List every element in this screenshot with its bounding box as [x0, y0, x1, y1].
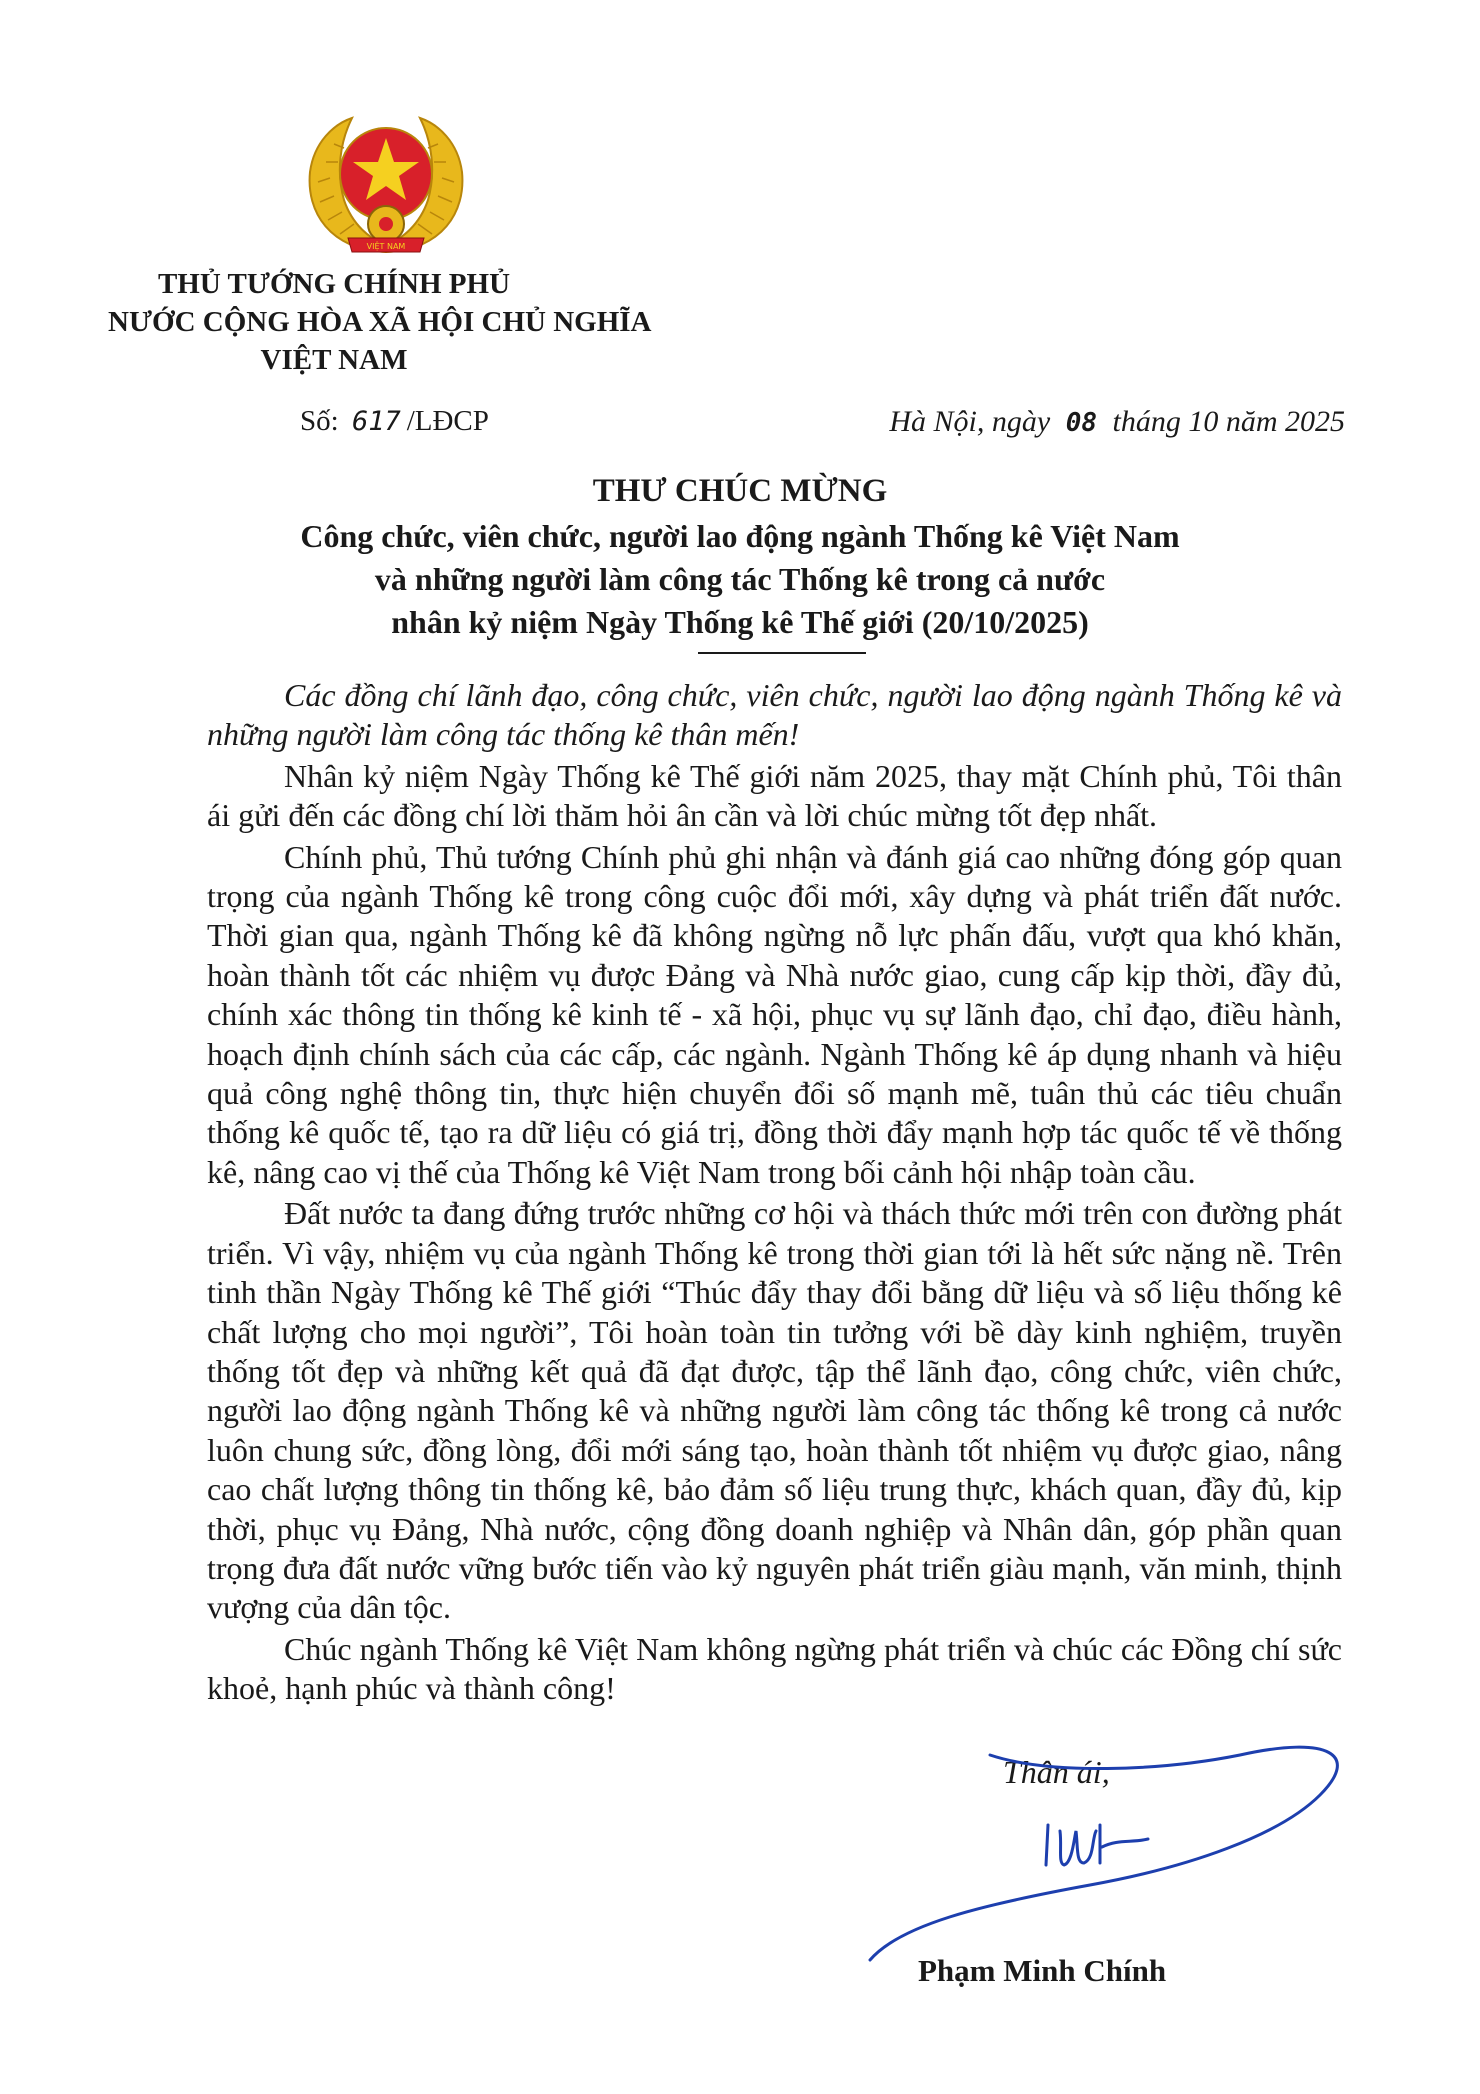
issuer-line: VIỆT NAM [260, 344, 408, 376]
title-divider [698, 652, 866, 654]
letter-title-main: THƯ CHÚC MỪNG [592, 473, 888, 509]
document-number-label: Số: [300, 405, 339, 437]
date-day: 08 [1065, 408, 1097, 438]
letter-title-line: Công chức, viên chức, người lao động ngành Thống kê Việt Nam [300, 518, 1180, 554]
body-paragraph: Chúc ngành Thống kê Việt Nam không ngừng phát triển và chúc các Đồng chí sức khoẻ, hạnh phúc và thành công! [207, 1630, 1342, 1707]
place-and-date [889, 405, 1345, 439]
letter-title-line: và những người làm công tác Thống kê trong cả nước [374, 561, 1106, 597]
letter-title-line: nhân kỷ niệm Ngày Thống kê Thế giới (20/10/2025) [391, 604, 1089, 640]
emblem-ribbon-text: VIỆT NAM [366, 242, 406, 251]
signer-name: Phạm Minh Chính [918, 1953, 1167, 1988]
salutation: Các đồng chí lãnh đạo, công chức, viên chức, người lao động ngành Thống kê và những người làm công tác thống kê thân mến! [207, 677, 1342, 753]
body-paragraph: Chính phủ, Thủ tướng Chính phủ ghi nhận và đánh giá cao những đóng góp quan trọng của ngành Thống kê trong công cuộc đổi mới, xây dựng và phát triển đất nước. Thời gian qua, ngành Thống kê đã không ngừng nỗ lực phấn đấu, vượt qua khó khăn, hoàn thành tốt các nhiệm vụ được Đảng và Nhà nước giao, cung cấp kịp thời, đầy đủ, chính xác thông tin thống kê kinh tế - xã hội, phục vụ sự lãnh đạo, chỉ đạo, điều hành, hoạch định chính sách của các cấp, các ngành. Ngành Thống kê áp dụng nhanh và hiệu quả công nghệ thông tin, thực hiện chuyển đổi số mạnh mẽ, tuân thủ các tiêu chuẩn thống kê quốc tế, tạo ra dữ liệu có giá trị, đồng thời đẩy mạnh hợp tác quốc tế về thống kê, nâng cao vị thế của Thống kê Việt Nam trong bối cảnh hội nhập toàn cầu. [207, 838, 1342, 1190]
body-paragraph: Nhân kỷ niệm Ngày Thống kê Thế giới năm 2025, thay mặt Chính phủ, Tôi thân ái gửi đến các đồng chí lời thăm hỏi ân cần và lời chúc mừng tốt đẹp nhất. [207, 757, 1342, 834]
signature-icon [860, 1735, 1380, 1965]
issuer-block [108, 265, 652, 379]
letter-title [180, 470, 1300, 644]
document-number-value: 617 [351, 406, 401, 437]
body-paragraph: Đất nước ta đang đứng trước những cơ hội và thách thức mới trên con đường phát triển. Vì vậy, nhiệm vụ của ngành Thống kê trong thời gian tới là hết sức nặng nề. Trên tinh thần Ngày Thống kê Thế giới “Thúc đẩy thay đổi bằng dữ liệu và số liệu thống kê chất lượng cho mọi người”, Tôi hoàn toàn tin tưởng với bề dày kinh nghiệm, truyền thống tốt đẹp và những kết quả đã đạt được, tập thể lãnh đạo, công chức, viên chức, người lao động ngành Thống kê và những người làm công tác thống kê trong cả nước luôn chung sức, đồng lòng, đổi mới sáng tạo, hoàn thành tốt nhiệm vụ được giao, nâng cao chất lượng thông tin thống kê, bảo đảm số liệu trung thực, khách quan, đầy đủ, kịp thời, phục vụ Đảng, Nhà nước, cộng đồng doanh nghiệp và Nhân dân, góp phần quan trọng đưa đất nước vững bước tiến vào kỷ nguyên phát triển giàu mạnh, văn minh, thịnh vượng của dân tộc. [207, 1195, 1342, 1626]
document-number-suffix: /LĐCP [406, 405, 489, 437]
document-number [300, 405, 489, 438]
issuer-line: NƯỚC CỘNG HÒA XÃ HỘI CHỦ NGHĨA [108, 306, 652, 338]
place-date-prefix: Hà Nội, ngày [889, 405, 1051, 438]
place-date-suffix: tháng 10 năm 2025 [1112, 405, 1345, 438]
letter-body [207, 676, 1342, 1709]
issuer-line: THỦ TƯỚNG CHÍNH PHỦ [157, 268, 511, 300]
closing-greeting: Thân ái, [1003, 1754, 1110, 1790]
national-emblem-icon [300, 112, 472, 260]
